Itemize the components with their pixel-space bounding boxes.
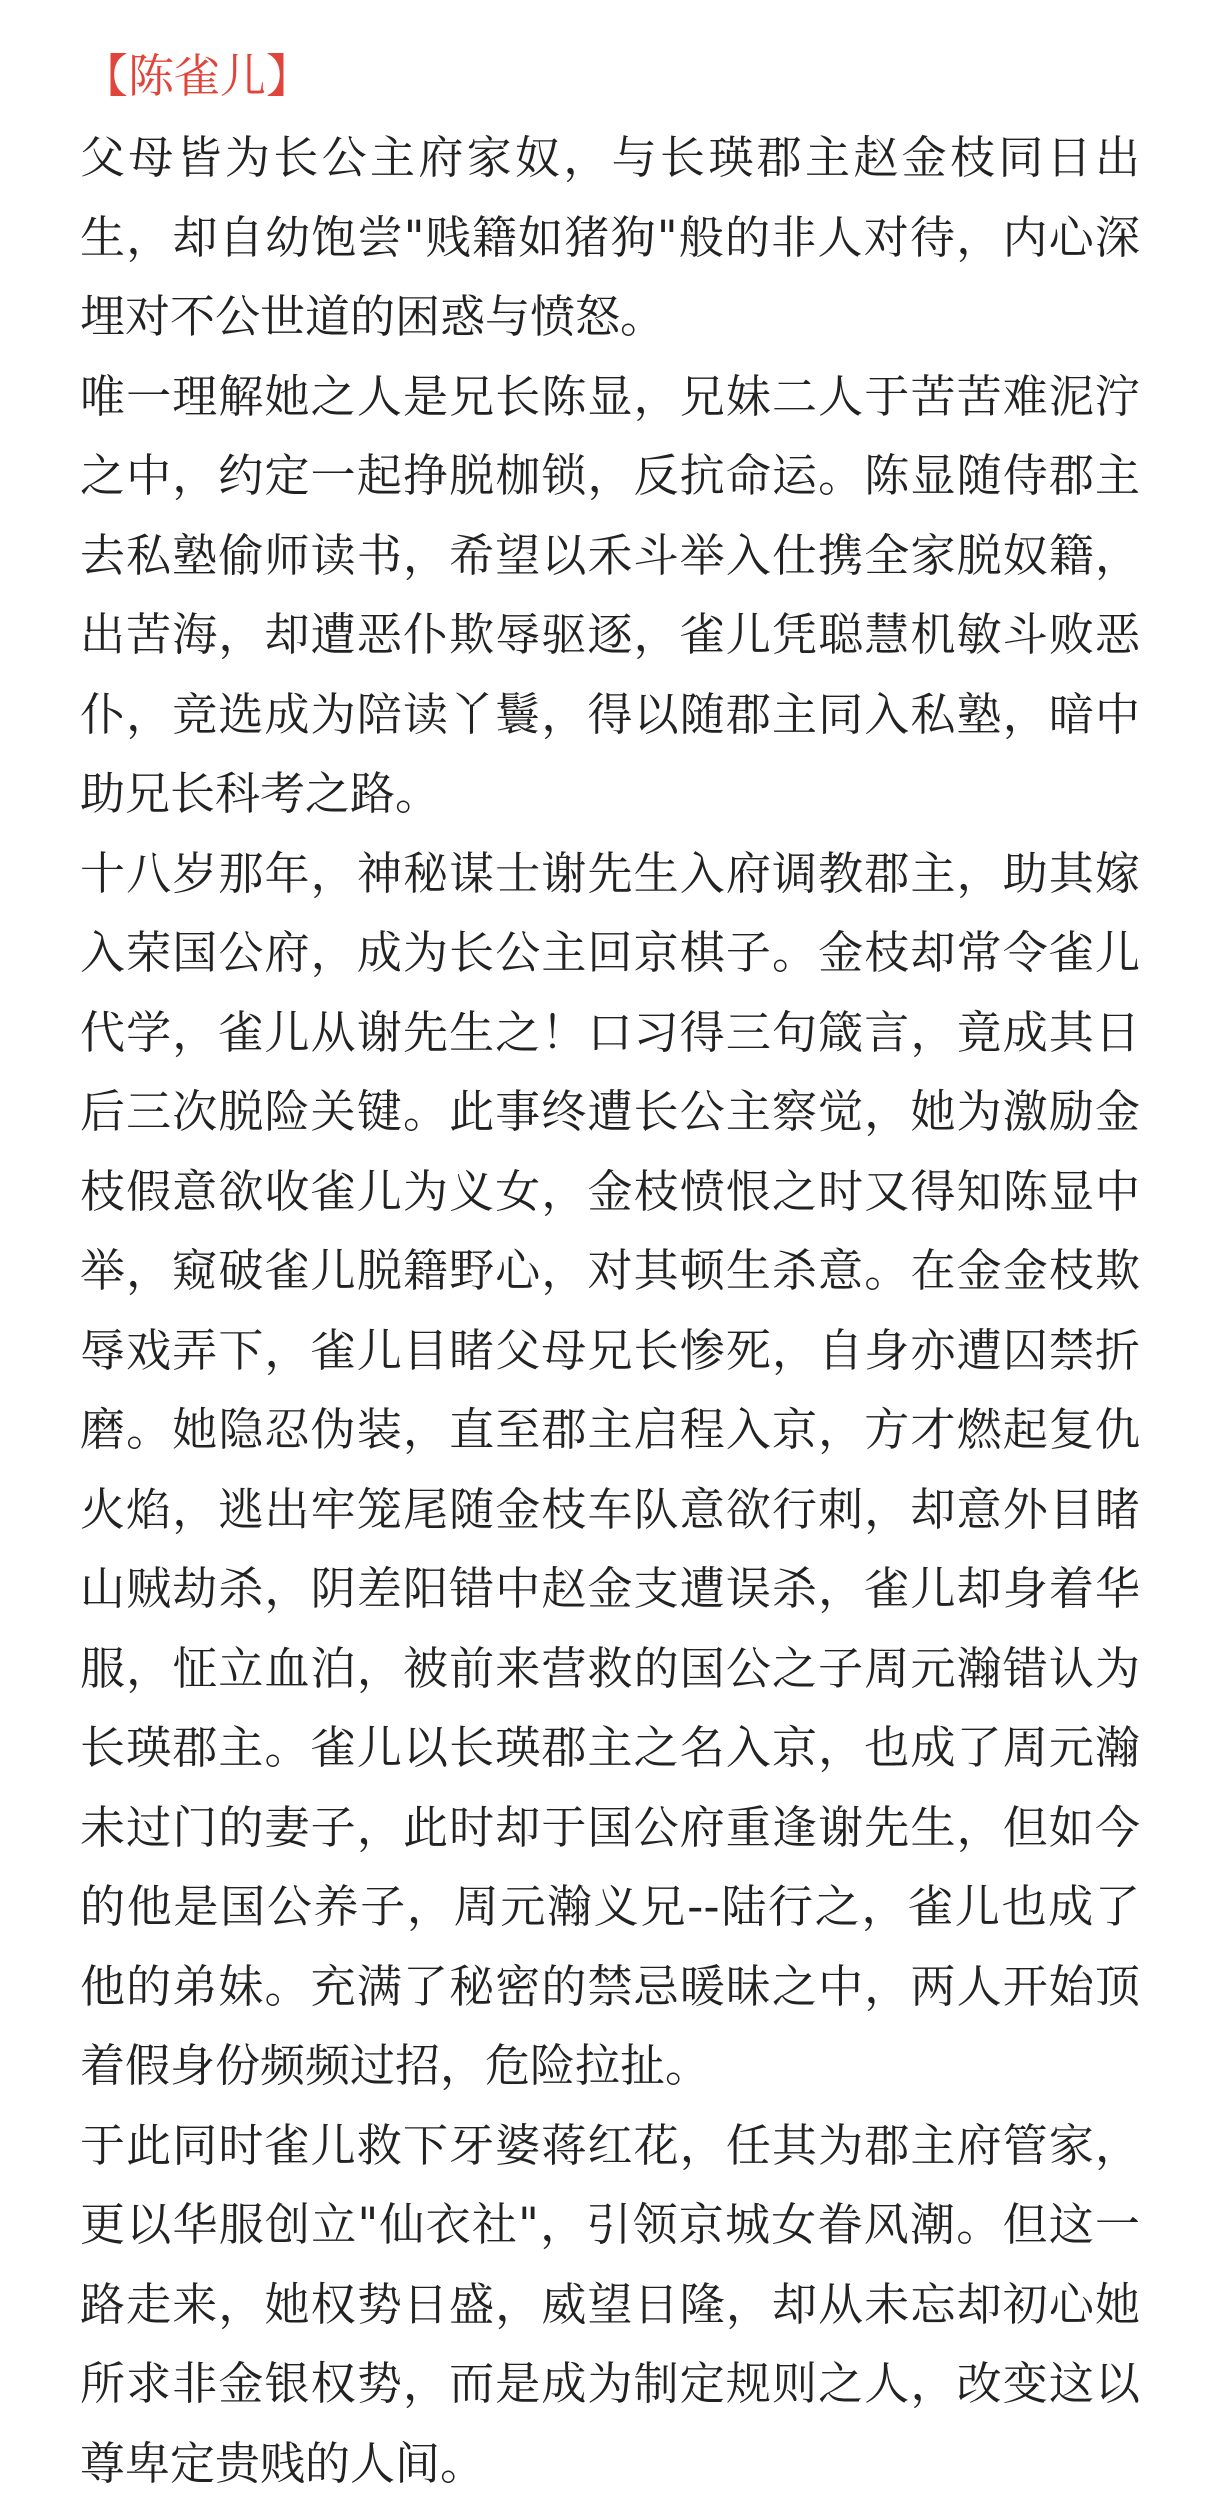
article-title: 【陈雀儿】	[82, 44, 312, 108]
paragraph-4: 于此同时雀儿救下牙婆蒋红花，任其为郡主府管家，更以华服创立"仙衣社"，引领京城女眷风潮。但这一路走来，她权势日盛，威望日隆，却从未忘却初心她所求非金银权势，而是成为制定规则之人，改变这以尊卑定贵贱的人间。	[80, 2106, 1140, 2503]
paragraph-2: 唯一理解她之人是兄长陈显，兄妹二人于苦苦难泥泞之中，约定一起挣脱枷锁，反抗命运。陈显随侍郡主去私塾偷师读书，希望以禾斗举入仕携全家脱奴籍，出苦海，却遭恶仆欺辱驱逐，雀儿凭聪慧机敏斗败恶仆，竞选成为陪读丫鬟，得以随郡主同入私塾，暗中助兄长科考之路。	[80, 357, 1140, 834]
paragraph-1: 父母皆为长公主府家奴，与长瑛郡主赵金枝同日出生，却自幼饱尝"贱籍如猪狗"般的非人对待，内心深埋对不公世道的困惑与愤怒。	[80, 118, 1140, 357]
article-body	[80, 118, 1140, 2503]
paragraph-3: 十八岁那年，神秘谋士谢先生入府调教郡主，助其嫁入荣国公府，成为长公主回京棋子。金枝却常令雀儿代学，雀儿从谢先生之！口习得三句箴言，竟成其日后三次脱险关键。此事终遭长公主察觉，她为激励金枝假意欲收雀儿为义女，金枝愤恨之时又得知陈显中举，窥破雀儿脱籍野心，对其顿生杀意。在金金枝欺辱戏弄下，雀儿目睹父母兄长惨死，自身亦遭囚禁折磨。她隐忍伪装，直至郡主启程入京，方才燃起复仇火焰，逃出牢笼尾随金枝车队意欲行刺，却意外目睹山贼劫杀，阴差阳错中赵金支遭误杀，雀儿却身着华服，怔立血泊，被前来营救的国公之子周元瀚错认为长瑛郡主。雀儿以长瑛郡主之名入京，也成了周元瀚未过门的妻子，此时却于国公府重逢谢先生，但如今的他是国公养子，周元瀚义兄--陆行之，雀儿也成了他的弟妹。充满了秘密的禁忌暖昧之中，两人开始顶着假身份频频过招，危险拉扯。	[80, 834, 1140, 2106]
